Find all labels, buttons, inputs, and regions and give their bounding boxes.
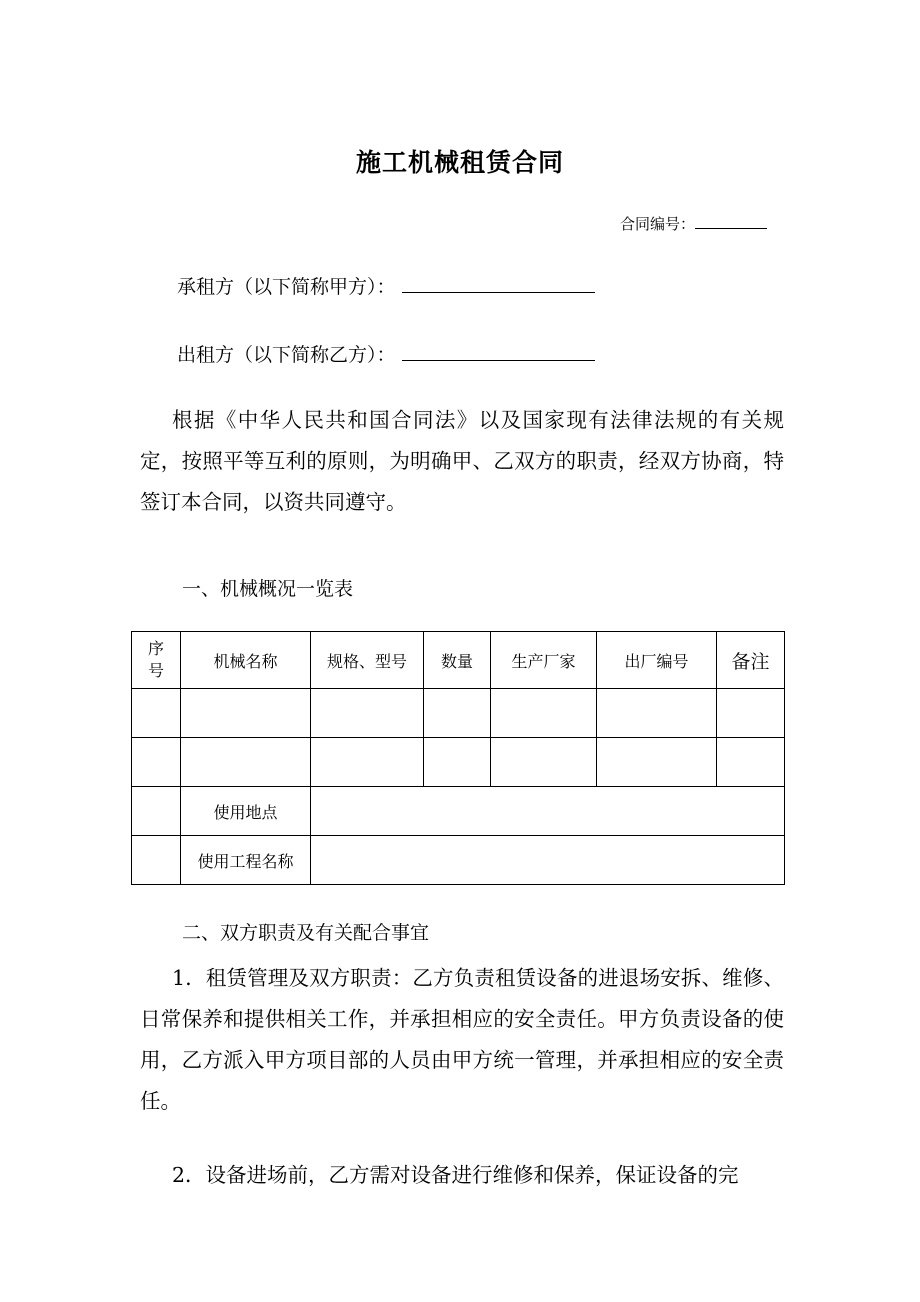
lessee-label: 承租方（以下简称甲方）： — [177, 276, 396, 298]
clause-1: 1．租赁管理及双方职责：乙方负责租赁设备的进退场安拆、维修、日常保养和提供相关工作，并承担相应的安全责任。甲方负责设备的使用，乙方派入甲方项目部的人员由甲方统一管理，并承担相应的安全责任。 — [140, 966, 784, 1113]
table-cell — [132, 689, 181, 738]
section2-heading: 二、双方职责及有关配合事宜 — [182, 922, 430, 944]
contract-number-blank — [695, 216, 767, 229]
table-cell — [424, 689, 491, 738]
table-cell — [597, 738, 717, 787]
lessee-line — [177, 272, 595, 299]
header-serial-number: 出厂编号 — [597, 632, 717, 689]
table-cell — [717, 738, 785, 787]
header-spec-model: 规格、型号 — [311, 632, 424, 689]
lessor-label: 出租方（以下简称乙方）： — [177, 344, 396, 366]
table-cell — [717, 689, 785, 738]
table-cell — [491, 738, 597, 787]
table-cell — [181, 689, 311, 738]
lessee-blank — [402, 278, 595, 293]
table-header-row — [132, 632, 785, 689]
project-row — [132, 836, 785, 885]
table-cell — [132, 836, 181, 885]
section1-heading: 一、机械概况一览表 — [182, 578, 354, 600]
project-value — [311, 836, 785, 885]
table-cell — [181, 738, 311, 787]
header-quantity: 数量 — [424, 632, 491, 689]
table-cell — [132, 738, 181, 787]
location-value — [311, 787, 785, 836]
project-label: 使用工程名称 — [181, 836, 311, 885]
table-cell — [132, 787, 181, 836]
header-seq: 序号 — [132, 632, 181, 689]
header-remarks: 备注 — [717, 632, 785, 689]
table-cell — [311, 738, 424, 787]
lessor-blank — [402, 346, 595, 361]
clause-2: 2．设备进场前，乙方需对设备进行维修和保养，保证设备的完 — [172, 1163, 739, 1187]
location-label: 使用地点 — [181, 787, 311, 836]
table-row — [132, 738, 785, 787]
header-machine-name: 机械名称 — [181, 632, 311, 689]
machine-table — [131, 631, 785, 885]
contract-number-label: 合同编号： — [620, 215, 696, 233]
table-row — [132, 689, 785, 738]
intro-paragraph: 根据《中华人民共和国合同法》以及国家现有法律法规的有关规定，按照平等互利的原则，为明确甲、乙双方的职责，经双方协商，特签订本合同，以资共同遵守。 — [140, 408, 784, 514]
lessor-line — [177, 340, 595, 367]
location-row — [132, 787, 785, 836]
table-cell — [597, 689, 717, 738]
contract-number — [620, 213, 767, 234]
table-cell — [424, 738, 491, 787]
table-cell — [491, 689, 597, 738]
table-cell — [311, 689, 424, 738]
document-title: 施工机械租赁合同 — [355, 148, 564, 177]
header-manufacturer: 生产厂家 — [491, 632, 597, 689]
